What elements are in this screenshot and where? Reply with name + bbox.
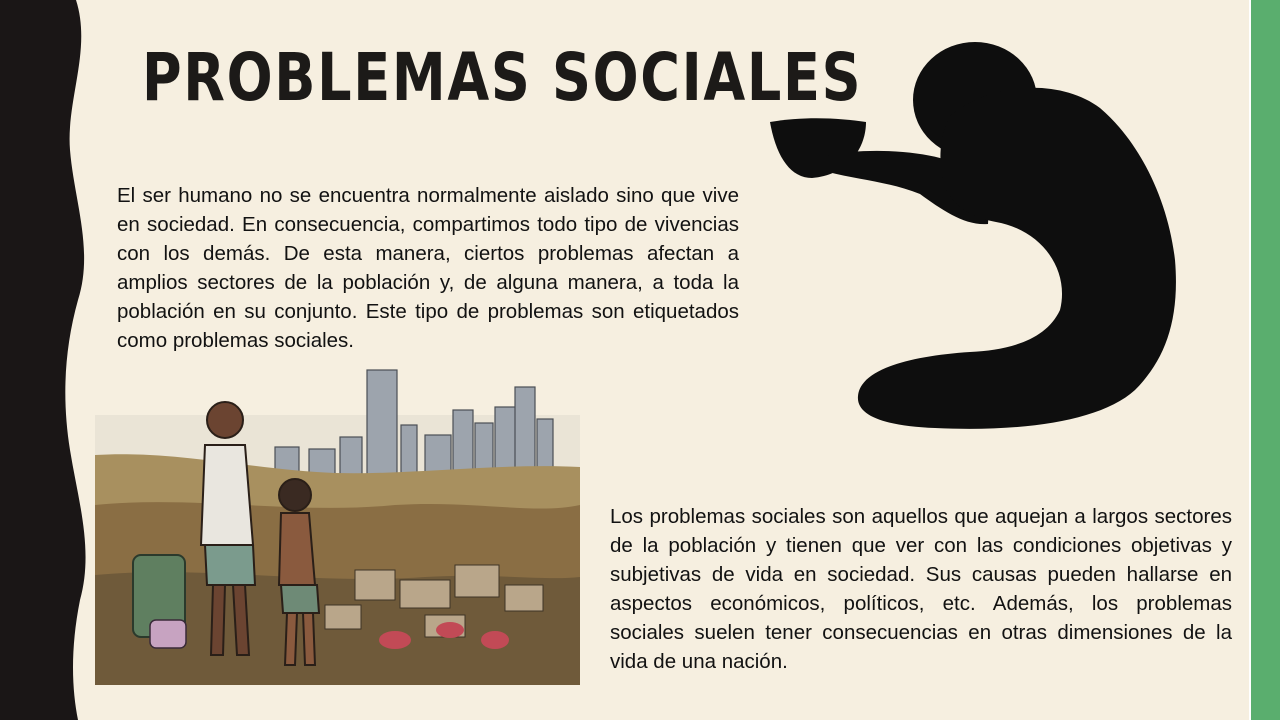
intro-paragraph: El ser humano no se encuentra normalmente aislado sino que vive en sociedad. En consecuencia, compartimos todo tipo de vivencias con los demás. De esta manera, ciertos problemas afectan a amplios sectores de la población y, de alguna manera, a toda la población en su conjunto. Este tipo de problemas son etiquetados como problemas sociales. — [117, 184, 739, 352]
beggar-silhouette-icon — [760, 30, 1180, 440]
slide-title: PROBLEMAS SOCIALES — [142, 39, 863, 116]
wavy-left-border — [0, 0, 110, 720]
right-accent-band — [1251, 0, 1280, 720]
definition-paragraph: Los problemas sociales son aquellos que aquejan a largos sectores de la población y tienen que ver con las condiciones objetivas y subjetivas de vida en sociedad. Sus causas pueden hallarse en aspectos económicos, políticos, etc. Además, los problemas sociales suelen tener consecuencias en otras dimensiones de la vida de una nación. — [610, 505, 1232, 673]
children-slum-illustration — [95, 355, 580, 685]
